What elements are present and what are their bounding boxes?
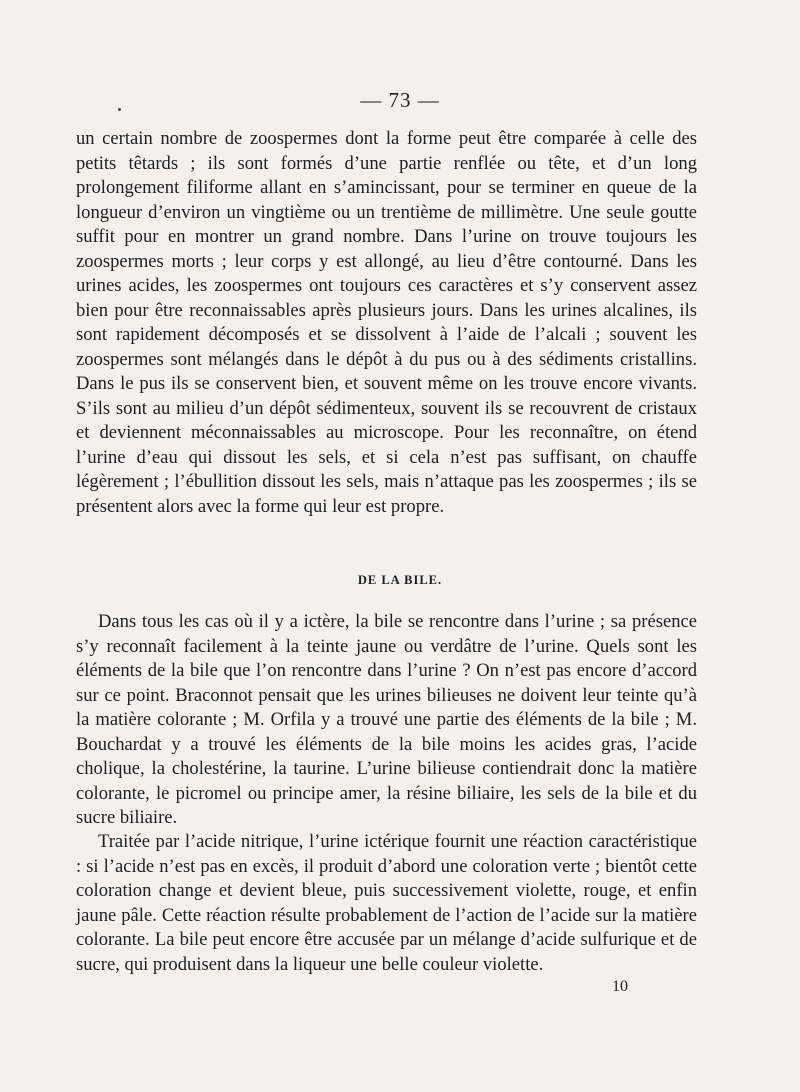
text-block-bile-intro	[76, 610, 697, 831]
page-number: — 73 —	[360, 88, 440, 112]
section-heading-bile: DE LA BILE.	[357, 573, 443, 587]
signature-mark: 10	[612, 978, 628, 995]
paragraph-zoospermes: un certain nombre de zoospermes dont la forme peut être comparée à celle des petits têtards ; ils sont formés d’une partie renflée ou tête, et d’un long prolongement filiforme allant en s’amincissant, pour se terminer en queue de la longueur d’environ un vingtième ou un trentième de millimètre. Une seule goutte suffit pour en montrer un grand nombre. Dans l’urine on trouve toujours les zoospermes morts ; leur corps y est allongé, au lieu d’être contourné. Dans les urines acides, les zoospermes ont toujours ces caractères et s’y conservent assez bien pour être reconnaissables après plusieurs jours. Dans les urines alcalines, ils sont rapidement décomposés et se dissolvent à l’aide de l’alcali ; souvent les zoospermes sont mélangés dans le dépôt à du pus ou à des sédiments cristallins. Dans le pus ils se conservent bien, et souvent même on les trouve encore vivants. S’ils sont au milieu d’un dépôt sédimenteux, souvent ils se recouvrent de cristaux et deviennent méconnaissables au microscope. Pour les reconnaître, on étend l’urine d’eau qui dissout les sels, et si cela n’est pas suffisant, on chauffe légèrement ; l’ébullition dissout les sels, mais n’attaque pas les zoospermes ; ils se présentent alors avec la forme qui leur est propre.	[76, 128, 697, 517]
paragraph-nitric-acid: Traitée par l’acide nitrique, l’urine ictérique fournit une réaction caractéristique : si l’acide n’est pas en excès, il produit d’abord une coloration verte ; bientôt cette coloration change et devient bleue, puis successivement violette, rouge, et enfin jaune pâle. Cette réaction résulte probablement de l’action de l’acide sur la matière colorante. La bile peut encore être accusée par un mélange d’acide sulfurique et de sucre, qui produisent dans la liqueur une belle couleur violette.	[76, 831, 697, 975]
text-block-nitric-acid	[76, 830, 697, 977]
paragraph-bile-intro: Dans tous les cas où il y a ictère, la bile se rencontre dans l’urine ; sa présence s’y reconnaît facilement à la teinte jaune ou verdâtre de l’urine. Quels sont les éléments de la bile que l’on rencontre dans l’urine ? On n’est pas encore d’accord sur ce point. Braconnot pensait que les urines bilieuses ne doivent leur teinte qu’à la matière colorante ; M. Orfila y a trouvé une partie des éléments de la bile ; M. Bouchardat y a trouvé les éléments de la bile moins les acides gras, l’acide cholique, la cholestérine, la taurine. L’urine bilieuse contiendrait donc la matière colorante, le picromel ou principe amer, la résine biliaire, les sels de la bile et du sucre biliaire.	[76, 611, 697, 828]
text-block-zoospermes	[76, 127, 697, 519]
